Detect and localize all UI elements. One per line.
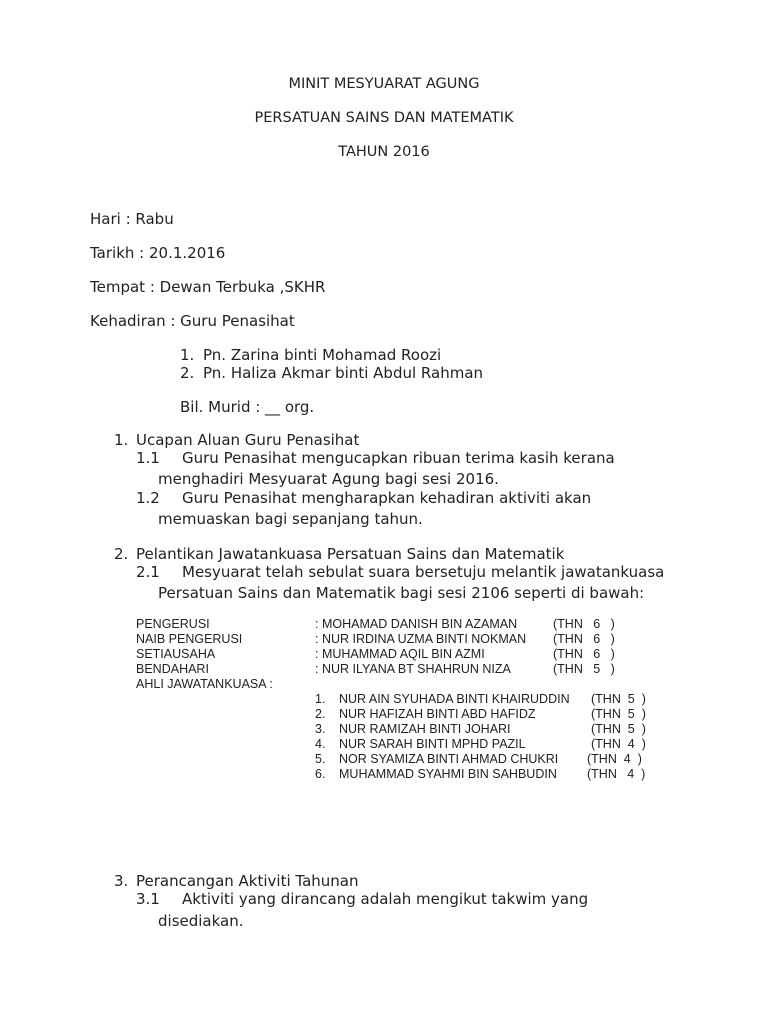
officer-name: : MUHAMMAD AQIL BIN AZMI bbox=[315, 647, 485, 661]
section-num: 3. bbox=[114, 872, 129, 890]
meta-tempat: Tempat : Dewan Terbuka ,SKHR bbox=[90, 278, 326, 296]
ajk-num: 1. bbox=[315, 692, 326, 706]
ajk-label: AHLI JAWATANKUASA : bbox=[136, 677, 273, 691]
item-num: 2.1 bbox=[136, 563, 160, 581]
section-num: 1. bbox=[114, 431, 129, 449]
meta-kehadiran: Kehadiran : Guru Penasihat bbox=[90, 312, 295, 330]
ajk-name: NUR AIN SYUHADA BINTI KHAIRUDDIN bbox=[339, 692, 570, 706]
doc-title-line3: TAHUN 2016 bbox=[338, 144, 430, 160]
guru-name: Pn. Zarina binti Mohamad Roozi bbox=[203, 346, 442, 364]
item-text: Persatuan Sains dan Matematik bagi sesi 2106 seperti di bawah: bbox=[158, 584, 645, 602]
item-num: 1.2 bbox=[136, 489, 160, 507]
item-num: 3.1 bbox=[136, 890, 160, 908]
meta-hari: Hari : Rabu bbox=[90, 210, 174, 228]
section-num: 2. bbox=[114, 545, 129, 563]
ajk-num: 6. bbox=[315, 767, 326, 781]
officer-name: : NUR ILYANA BT SHAHRUN NIZA bbox=[315, 662, 511, 676]
ajk-num: 3. bbox=[315, 722, 326, 736]
ajk-thn: (THN 5 ) bbox=[591, 692, 646, 706]
officer-thn: (THN 6 ) bbox=[553, 617, 615, 631]
ajk-num: 2. bbox=[315, 707, 326, 721]
officer-role: PENGERUSI bbox=[136, 617, 210, 631]
ajk-thn: (THN 4 ) bbox=[587, 767, 646, 781]
officer-thn: (THN 6 ) bbox=[553, 632, 615, 646]
officer-thn: (THN 5 ) bbox=[553, 662, 615, 676]
ajk-thn: (THN 5 ) bbox=[591, 707, 646, 721]
guru-name: Pn. Haliza Akmar binti Abdul Rahman bbox=[203, 364, 484, 382]
item-text: memuaskan bagi sepanjang tahun. bbox=[158, 510, 423, 528]
item-text: Guru Penasihat mengharapkan kehadiran aktiviti akan bbox=[182, 489, 592, 507]
ajk-name: NUR SARAH BINTI MPHD PAZIL bbox=[339, 737, 526, 751]
section-title: Perancangan Aktiviti Tahunan bbox=[136, 872, 359, 890]
ajk-num: 4. bbox=[315, 737, 326, 751]
item-text: menghadiri Mesyuarat Agung bagi sesi 2016. bbox=[158, 470, 499, 488]
section-title: Ucapan Aluan Guru Penasihat bbox=[136, 431, 360, 449]
item-num: 1.1 bbox=[136, 449, 160, 467]
ajk-thn: (THN 5 ) bbox=[591, 722, 646, 736]
item-text: Guru Penasihat mengucapkan ribuan terima kasih kerana bbox=[182, 449, 615, 467]
ajk-name: MUHAMMAD SYAHMI BIN SAHBUDIN bbox=[339, 767, 557, 781]
ajk-thn: (THN 4 ) bbox=[591, 737, 646, 751]
doc-title-line2: PERSATUAN SAINS DAN MATEMATIK bbox=[254, 110, 514, 126]
guru-num: 2. bbox=[180, 364, 195, 382]
item-text: disediakan. bbox=[158, 912, 244, 930]
bil-murid: Bil. Murid : __ org. bbox=[180, 398, 315, 416]
ajk-name: NUR RAMIZAH BINTI JOHARI bbox=[339, 722, 511, 736]
ajk-thn: (THN 4 ) bbox=[587, 752, 642, 766]
officer-role: BENDAHARI bbox=[136, 662, 209, 676]
item-text: Aktiviti yang dirancang adalah mengikut takwim yang bbox=[182, 890, 589, 908]
doc-title-line1: MINIT MESYUARAT AGUNG bbox=[288, 76, 480, 92]
officer-name: : NUR IRDINA UZMA BINTI NOKMAN bbox=[315, 632, 527, 646]
ajk-num: 5. bbox=[315, 752, 326, 766]
ajk-name: NUR HAFIZAH BINTI ABD HAFIDZ bbox=[339, 707, 536, 721]
guru-num: 1. bbox=[180, 346, 195, 364]
section-title: Pelantikan Jawatankuasa Persatuan Sains dan Matematik bbox=[136, 545, 565, 563]
officer-role: SETIAUSAHA bbox=[136, 647, 216, 661]
item-text: Mesyuarat telah sebulat suara bersetuju melantik jawatankuasa bbox=[182, 563, 665, 581]
ajk-name: NOR SYAMIZA BINTI AHMAD CHUKRI bbox=[339, 752, 559, 766]
officer-role: NAIB PENGERUSI bbox=[136, 632, 243, 646]
officer-thn: (THN 6 ) bbox=[553, 647, 615, 661]
meta-tarikh: Tarikh : 20.1.2016 bbox=[90, 244, 226, 262]
officer-name: : MOHAMAD DANISH BIN AZAMAN bbox=[315, 617, 518, 631]
